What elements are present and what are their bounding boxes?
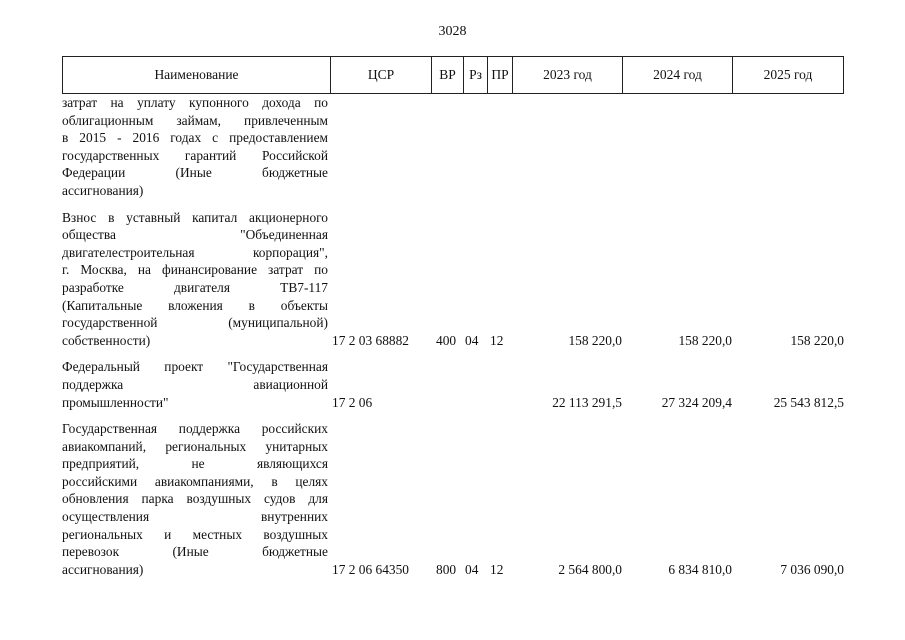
table-header: [62, 56, 844, 94]
row-rz: 04: [465, 561, 479, 577]
header-name: Наименование: [62, 57, 330, 93]
row-name-line: промышленности": [62, 394, 169, 410]
row-rz: 04: [465, 332, 479, 348]
table-body: [62, 94, 844, 578]
row-pr: 12: [490, 561, 504, 577]
row-2025: 7 036 090,0: [780, 561, 844, 577]
row-name-line: в 2015 - 2016 годах с предоставлением: [62, 130, 328, 146]
header-pr: ПР: [487, 57, 512, 93]
table-row: [62, 358, 844, 411]
row-name: [62, 358, 328, 411]
row-2023: 158 220,0: [568, 332, 622, 348]
row-name-line: двигателестроительная корпорация",: [62, 244, 328, 260]
row-name-line: Государственная поддержка российских: [62, 421, 328, 437]
header-2024: 2024 год: [622, 57, 732, 93]
row-pr: 12: [490, 332, 504, 348]
table-row: [62, 94, 844, 200]
row-name-line: ассигнования): [62, 182, 144, 198]
row-2025: 25 543 812,5: [773, 394, 844, 410]
row-name-line: государственной (муниципальной): [62, 315, 328, 331]
budget-table: [62, 56, 844, 587]
row-vr: 800: [436, 561, 457, 577]
row-2024: 27 324 209,4: [661, 394, 732, 410]
row-name-line: Федерации (Иные бюджетные: [62, 165, 328, 181]
table-row: [62, 420, 844, 578]
page-number: 3028: [438, 24, 467, 39]
row-name-line: государственных гарантий Российской: [62, 147, 328, 163]
row-name-line: Федеральный проект "Государственная: [62, 359, 328, 375]
row-name-line: собственности): [62, 332, 151, 348]
table-row: [62, 209, 844, 350]
row-name-line: облигационным займам, привлеченным: [62, 112, 328, 128]
row-name-line: предприятий, не являющихся: [62, 456, 328, 472]
row-name-line: ассигнования): [62, 561, 144, 577]
row-name-line: поддержка авиационной: [62, 376, 328, 392]
row-csr: 17 2 03 68882: [332, 332, 409, 348]
header-2023: 2023 год: [512, 57, 622, 93]
row-name: [62, 420, 328, 578]
row-2024: 158 220,0: [678, 332, 732, 348]
row-name-line: г. Москва, на финансирование затрат по: [62, 262, 328, 278]
row-name: [62, 209, 328, 350]
header-vr: ВР: [431, 57, 463, 93]
row-csr: 17 2 06: [332, 394, 373, 410]
row-name-line: российскими авиакомпаниями, в целях: [62, 473, 328, 489]
row-2023: 22 113 291,5: [552, 394, 622, 410]
header-csr: ЦСР: [330, 57, 431, 93]
row-name: [62, 94, 328, 200]
row-name-line: общества "Объединенная: [62, 227, 328, 243]
row-name-line: разработке двигателя ТВ7-117: [62, 279, 328, 295]
row-name-line: обновления парка воздушных судов для: [62, 491, 328, 507]
row-name-line: перевозок (Иные бюджетные: [62, 544, 328, 560]
row-name-line: затрат на уплату купонного дохода по: [62, 95, 328, 110]
row-name-line: (Капитальные вложения в объекты: [62, 297, 328, 313]
header-2025: 2025 год: [732, 57, 844, 93]
row-name-line: Взнос в уставный капитал акционерного: [62, 209, 328, 225]
row-name-line: авиакомпаний, региональных унитарных: [62, 438, 328, 454]
header-rz: Рз: [463, 57, 487, 93]
row-2025: 158 220,0: [790, 332, 844, 348]
row-csr: 17 2 06 64350: [332, 561, 409, 577]
row-name-line: региональных и местных воздушных: [62, 526, 328, 542]
row-name-line: осуществления внутренних: [62, 509, 328, 525]
row-vr: 400: [436, 332, 457, 348]
row-2023: 2 564 800,0: [558, 561, 622, 577]
row-2024: 6 834 810,0: [668, 561, 732, 577]
